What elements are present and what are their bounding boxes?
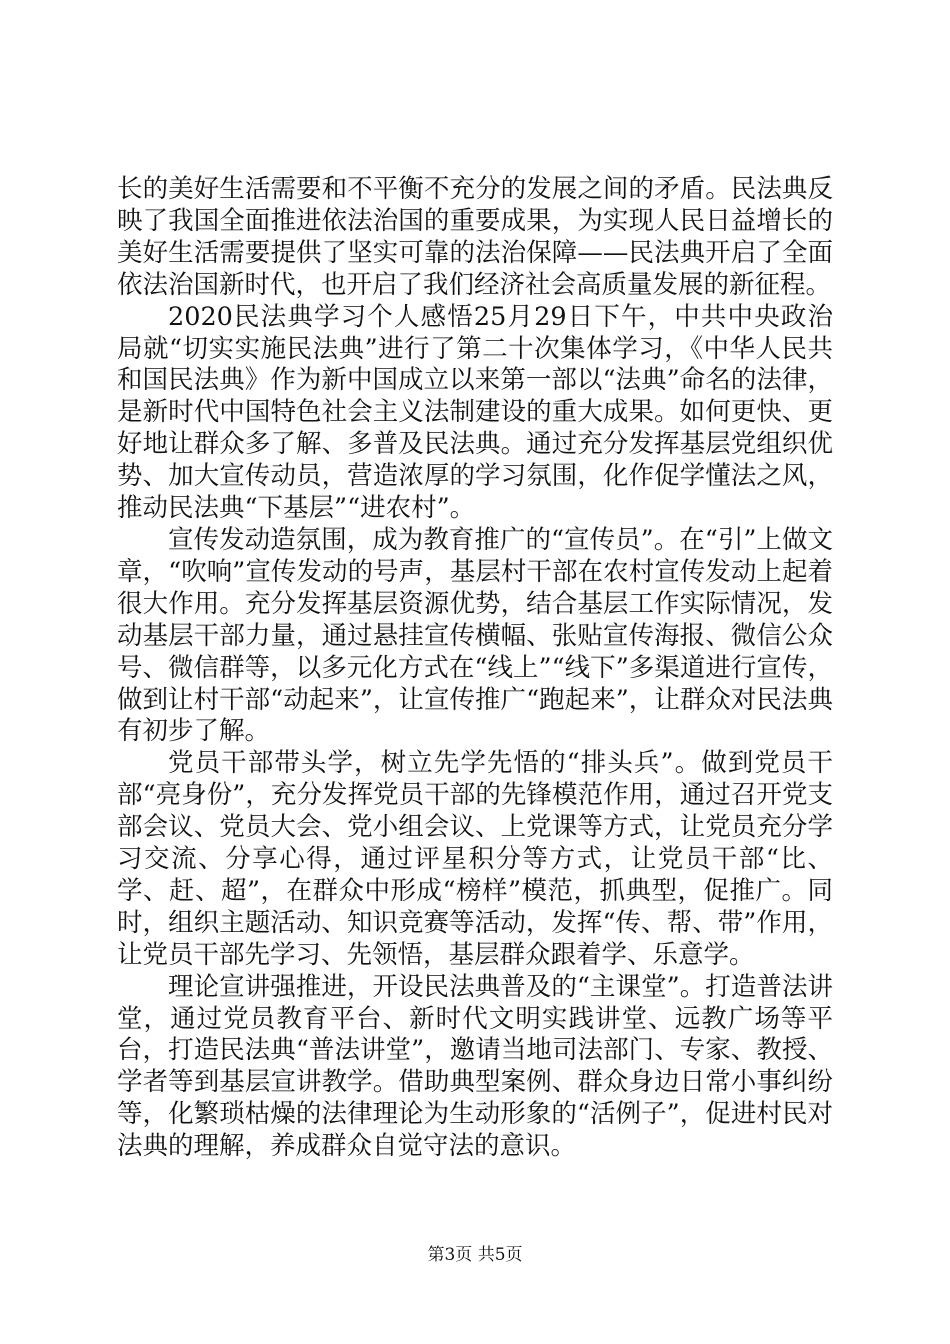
paragraph-lecture-hall: 理论宣讲强推进，开设民法典普及的“主课堂”。打造普法讲堂，通过党员教育平台、新时代文明实践讲堂、远教广场等平台，打造民法典“普法讲堂”，邀请当地司法部门、专家、教授、学者等到基层宣讲教学。借助典型案例、群众身边日常小事纠纷等，化繁琐枯燥的法律理论为生动形象的“活例子”，促进村民对法典的理解，养成群众自觉守法的意识。: [117, 971, 833, 1162]
paragraph-personal-insight: 2020民法典学习个人感悟25月29日下午，中共中央政治局就“切实实施民法典”进行了第二十次集体学习，《中华人民共和国民法典》作为新中国成立以来第一部以“法典”命名的法律，是新时代中国特色社会主义法制建设的重大成果。如何更快、更好地让群众多了解、多普及民法典。通过充分发挥基层党组织优势、加大宣传动员，营造浓厚的学习氛围，化作促学懂法之风，推动民法典“下基层”“进农村”。: [117, 301, 833, 524]
page-footer: 第3页 共5页: [427, 1245, 523, 1265]
paragraph-continuation: 长的美好生活需要和不平衡不充分的发展之间的矛盾。民法典反映了我国全面推进依法治国的重要成果，为实现人民日益增长的美好生活需要提供了坚实可靠的法治保障——民法典开启了全面依法治国新时代，也开启了我们经济社会高质量发展的新征程。: [117, 174, 833, 300]
paragraph-party-members: 党员干部带头学，树立先学先悟的“排头兵”。做到党员干部“亮身份”，充分发挥党员干部的先锋模范作用，通过召开党支部会议、党员大会、党小组会议、上党课等方式，让党员充分学习交流、分享心得，通过评星积分等方式，让党员干部“比、学、赶、超”，在群众中形成“榜样”模范，抓典型，促推广。同时，组织主题活动、知识竞赛等活动，发挥“传、帮、带”作用，让党员干部先学习、先领悟，基层群众跟着学、乐意学。: [117, 748, 833, 970]
document-body: [117, 174, 833, 1163]
paragraph-publicity: 宣传发动造氛围，成为教育推广的“宣传员”。在“引”上做文章，“吹响”宣传发动的号声，基层村干部在农村宣传发动上起着很大作用。充分发挥基层资源优势，结合基层工作实际情况，发动基层干部力量，通过悬挂宣传横幅、张贴宣传海报、微信公众号、微信群等，以多元化方式在“线上”“线下”多渠道进行宣传，做到让村干部“动起来”，让宣传推广“跑起来”，让群众对民法典有初步了解。: [117, 524, 833, 747]
